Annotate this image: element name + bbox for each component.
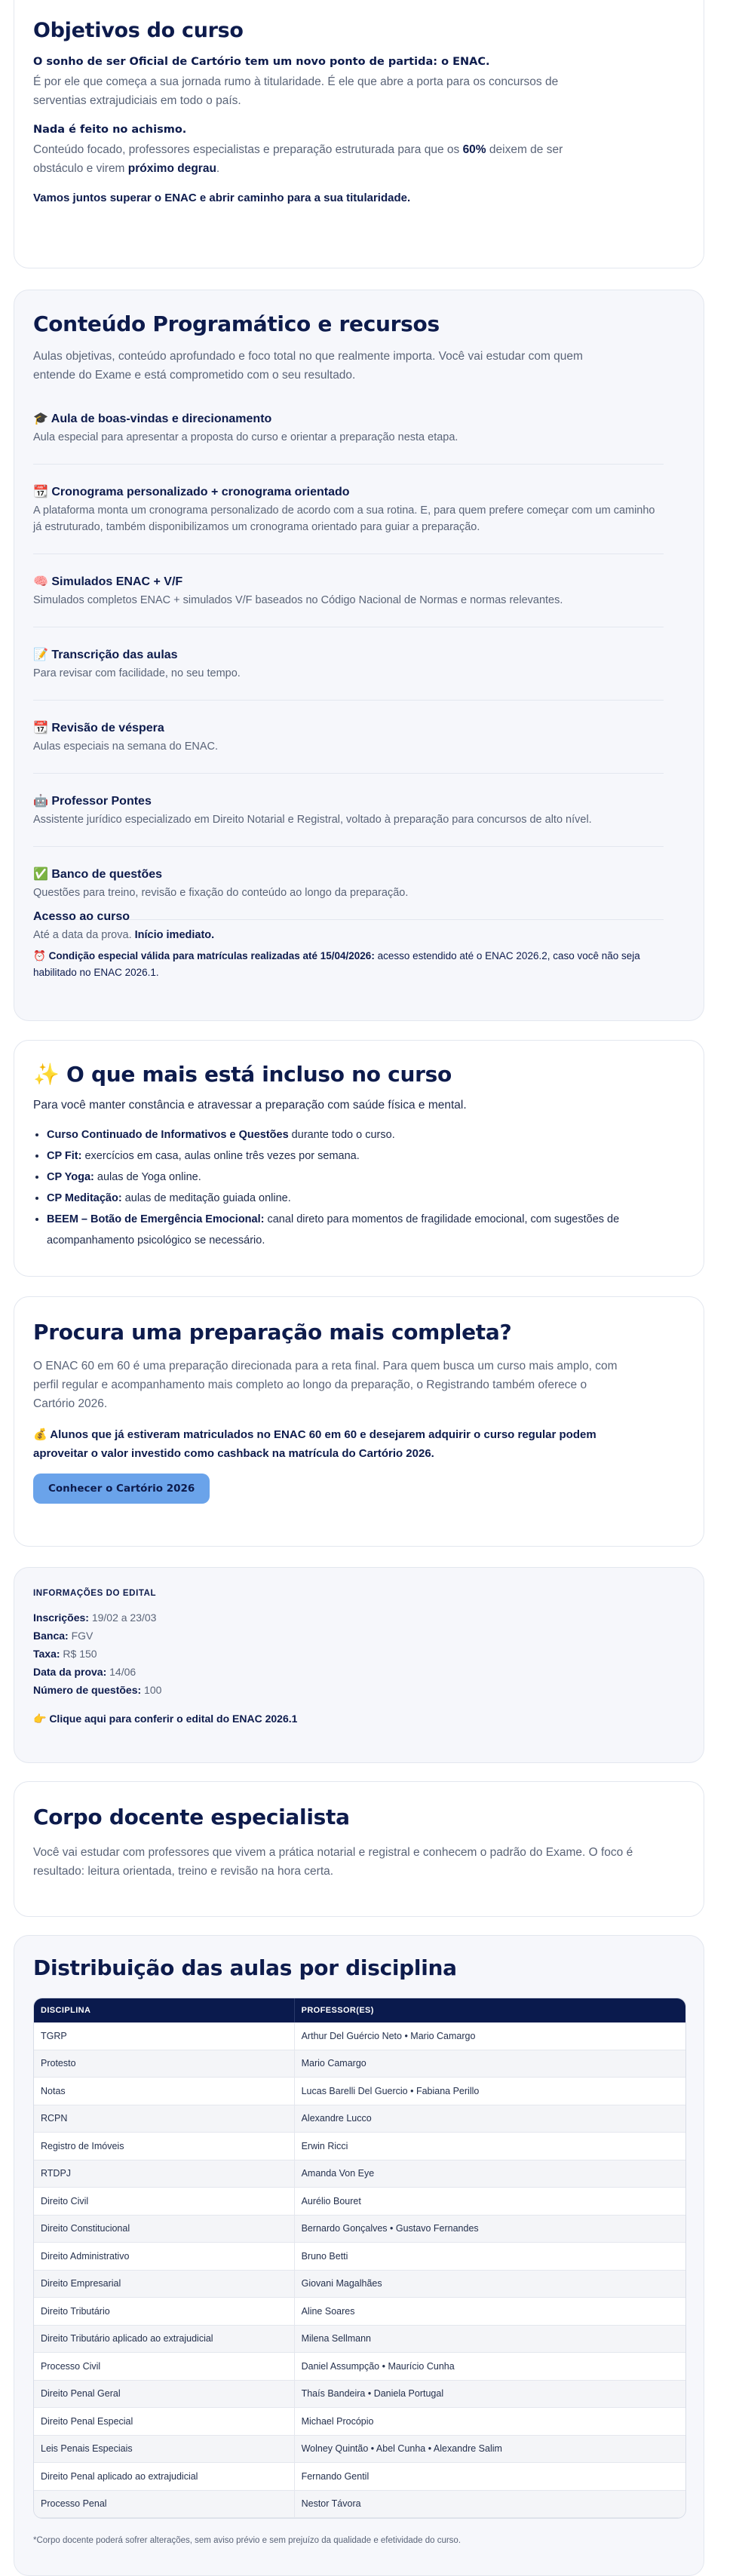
table-row (34, 2078, 685, 2105)
table-row (34, 2326, 685, 2354)
procura-card (14, 1296, 704, 1547)
resource-title: 📆 Revisão de véspera (33, 722, 164, 734)
table-row (34, 2408, 685, 2436)
professor-cell: Mario Camargo (295, 2050, 685, 2078)
resource-desc: A plataforma monta um cronograma personalizado de acordo com a sua rotina. E, para quem prefere começar com um caminho já estruturado, também disponibilizamos um cronograma orientado para guiar a preparação. (33, 504, 655, 533)
edital-row: Banca: FGV (33, 1630, 94, 1642)
table-row (34, 2105, 685, 2133)
resource-title: 🎓 Aula de boas-vindas e direcionamento (33, 412, 272, 425)
professor-cell: Wolney Quintão • Abel Cunha • Alexandre Salim (295, 2436, 685, 2464)
resource-desc: Aula especial para apresentar a proposta do curso e orientar a preparação nesta etapa. (33, 431, 458, 443)
acesso-desc: Até a data da prova. Início imediato. (33, 929, 215, 941)
resource-item (33, 411, 664, 465)
table-row (34, 2436, 685, 2464)
resource-title: 📝 Transcrição das aulas (33, 649, 178, 661)
conteudo-card (14, 290, 704, 1021)
corpo-docente-text: Você vai estudar com professores que vivem a prática notarial e registral e conhecem o padrão do Exame. O foco é resultado: leitura orientada, treino e revisão na hora certa. (33, 1846, 633, 1878)
header-disciplina: DISCIPLINA (34, 1998, 295, 2022)
resource-title: ✅ Banco de questões (33, 868, 163, 881)
professor-cell: Arthur Del Guércio Neto • Mario Camargo (295, 2022, 685, 2050)
corpo-docente-card (14, 1781, 704, 1917)
table-row (34, 2188, 685, 2216)
resource-item (33, 627, 664, 701)
table-row (34, 2243, 685, 2271)
incluso-title: ✨ O que mais está incluso no curso (33, 1062, 452, 1087)
table-row (34, 2216, 685, 2243)
table-row (34, 2050, 685, 2078)
incluso-item: • CP Yoga: aulas de Yoga online. (47, 1167, 685, 1188)
table-row (34, 2491, 685, 2519)
header-professores: PROFESSOR(ES) (295, 1998, 685, 2022)
disciplina-cell: Direito Tributário aplicado ao extrajudicial (34, 2326, 295, 2354)
objetivos-focus-text: Conteúdo focado, professores especialistas e preparação estruturada para que os 60% deixem de ser obstáculo e virem próximo degrau. (33, 143, 563, 175)
table-header-row (34, 1998, 685, 2022)
objetivos-card (14, 0, 704, 268)
table-row (34, 2271, 685, 2298)
table-row (34, 2133, 685, 2160)
resource-desc: Questões para treino, revisão e fixação do conteúdo ao longo da preparação. (33, 887, 409, 899)
disciplina-cell: Leis Penais Especiais (34, 2436, 295, 2464)
objetivos-title: Objetivos do curso (33, 19, 244, 42)
professor-cell: Nestor Távora (295, 2491, 685, 2519)
conteudo-intro: Aulas objetivas, conteúdo aprofundado e foco total no que realmente importa. Você vai estudar com quem entende do Exame e está comprometido com o seu resultado. (33, 350, 583, 382)
resource-item (33, 701, 664, 774)
incluso-intro: Para você manter constância e atravessar a preparação com saúde física e mental. (33, 1099, 467, 1112)
objetivos-lead: O sonho de ser Oficial de Cartório tem um novo ponto de partida: o ENAC. (33, 56, 490, 68)
incluso-item: • BEEM – Botão de Emergência Emocional: canal direto para momentos de fragilidade emocional, com sugestões de acompanhamento psicológico se necessário. (47, 1209, 685, 1251)
professor-cell: Aurélio Bouret (295, 2188, 685, 2216)
professor-cell: Fernando Gentil (295, 2463, 685, 2491)
cashback-text: 💰 Alunos que já estiveram matriculados no ENAC 60 em 60 e desejarem adquirir o curso regular podem aproveitar o valor investido como cashback na matrícula do Cartório 2026. (33, 1428, 596, 1460)
edital-info-list (33, 1608, 685, 1699)
edital-card (14, 1567, 704, 1763)
disciplina-cell: Direito Constitucional (34, 2216, 295, 2243)
procura-text: O ENAC 60 em 60 é uma preparação direcionada para a reta final. Para quem busca um curso mais amplo, com perfil regular e acompanhamento mais completo ao longo da preparação, o Registrando também oferece o Cartório 2026. (33, 1360, 618, 1410)
professor-cell: Aline Soares (295, 2298, 685, 2326)
resource-title: 📆 Cronograma personalizado + cronograma orientado (33, 486, 350, 498)
corpo-docente-title: Corpo docente especialista (33, 1805, 350, 1829)
incluso-item: • Curso Continuado de Informativos e Questões durante todo o curso. (47, 1124, 685, 1145)
incluso-card (14, 1040, 704, 1277)
incluso-list (33, 1124, 685, 1251)
resource-item (33, 847, 664, 920)
condicao-especial: ⏰ Condição especial válida para matrículas realizadas até 15/04/2026: acesso estendido até o ENAC 2026.2, caso você não seja habilitado no ENAC 2026.1. (33, 950, 640, 978)
disciplinas-table (33, 1998, 686, 2519)
disciplina-cell: Direito Empresarial (34, 2271, 295, 2298)
disciplina-cell: Registro de Imóveis (34, 2133, 295, 2160)
alarm-clock-icon: ⏰ (33, 950, 46, 961)
table-row (34, 2353, 685, 2381)
objetivos-text: É por ele que começa a sua jornada rumo à titularidade. É ele que abre a porta para os concursos de serventias extrajudiciais em todo o país. (33, 75, 559, 107)
resource-item (33, 554, 664, 627)
resource-desc: Assistente jurídico especializado em Direito Notarial e Registral, voltado à preparação para concursos de alto nível. (33, 814, 592, 826)
disciplina-cell: Direito Penal aplicado ao extrajudicial (34, 2463, 295, 2491)
professor-cell: Bruno Betti (295, 2243, 685, 2271)
resource-list (33, 411, 664, 920)
procura-title: Procura uma preparação mais completa? (33, 1320, 512, 1345)
professor-cell: Erwin Ricci (295, 2133, 685, 2160)
edital-row: Data da prova: 14/06 (33, 1666, 136, 1678)
disciplina-cell: Direito Tributário (34, 2298, 295, 2326)
resource-desc: Simulados completos ENAC + simulados V/F baseados no Código Nacional de Normas e normas relevantes. (33, 594, 563, 606)
professor-cell: Thaís Bandeira • Daniela Portugal (295, 2381, 685, 2409)
resource-title: 🧠 Simulados ENAC + V/F (33, 575, 183, 588)
table-row (34, 2381, 685, 2409)
professor-cell: Lucas Barelli Del Guercio • Fabiana Perillo (295, 2078, 685, 2105)
disciplina-cell: Notas (34, 2078, 295, 2105)
table-row (34, 2298, 685, 2326)
disciplina-cell: Direito Penal Geral (34, 2381, 295, 2409)
disciplina-cell: RCPN (34, 2105, 295, 2133)
professor-cell: Alexandre Lucco (295, 2105, 685, 2133)
conteudo-title: Conteúdo Programático e recursos (33, 311, 440, 336)
disciplina-cell: Processo Penal (34, 2491, 295, 2519)
edital-row: Taxa: R$ 150 (33, 1648, 97, 1660)
table-row (34, 2022, 685, 2050)
acesso-title: Acesso ao curso (33, 910, 130, 923)
resource-desc: Para revisar com facilidade, no seu tempo. (33, 667, 241, 679)
cta-wrap (33, 1474, 685, 1504)
distribuicao-card (14, 1935, 704, 2576)
disciplina-cell: Protesto (34, 2050, 295, 2078)
distribuicao-title: Distribuição das aulas por disciplina (33, 1955, 457, 1980)
resource-item (33, 465, 664, 554)
professor-cell: Daniel Assumpção • Maurício Cunha (295, 2353, 685, 2381)
professor-cell: Michael Procópio (295, 2408, 685, 2436)
incluso-item: • CP Fit: exercícios em casa, aulas online três vezes por semana. (47, 1145, 685, 1167)
table-row (34, 2463, 685, 2491)
resource-desc: Aulas especiais na semana do ENAC. (33, 741, 219, 753)
edital-label: INFORMAÇÕES DO EDITAL (33, 1589, 157, 1598)
table-footnote: *Corpo docente poderá sofrer alterações, sem aviso prévio e sem prejuízo da qualidade e efetividade do curso. (33, 2536, 461, 2545)
disciplina-cell: Direito Civil (34, 2188, 295, 2216)
professor-cell: Amanda Von Eye (295, 2160, 685, 2188)
objetivos-closing: Vamos juntos superar o ENAC e abrir caminho para a sua titularidade. (33, 192, 411, 204)
resource-title: 🤖 Professor Pontes (33, 795, 152, 808)
table-row (34, 2160, 685, 2188)
incluso-item: • CP Meditação: aulas de meditação guiada online. (47, 1188, 685, 1209)
edital-link[interactable]: 👉 Clique aqui para conferir o edital do ENAC 2026.1 (33, 1713, 298, 1725)
professor-cell: Bernardo Gonçalves • Gustavo Fernandes (295, 2216, 685, 2243)
disciplina-cell: Processo Civil (34, 2353, 295, 2381)
disciplina-cell: TGRP (34, 2022, 295, 2050)
professor-cell: Giovani Magalhães (295, 2271, 685, 2298)
disciplina-cell: Direito Administrativo (34, 2243, 295, 2271)
conhecer-cartorio-button[interactable]: Conhecer o Cartório 2026 (33, 1474, 210, 1504)
disciplina-cell: Direito Penal Especial (34, 2408, 295, 2436)
resource-item (33, 774, 664, 847)
disciplina-cell: RTDPJ (34, 2160, 295, 2188)
edital-row: Número de questões: 100 (33, 1684, 162, 1696)
objetivos-subtitle: Nada é feito no achismo. (33, 124, 187, 136)
edital-row: Inscrições: 19/02 a 23/03 (33, 1612, 157, 1624)
professor-cell: Milena Sellmann (295, 2326, 685, 2354)
